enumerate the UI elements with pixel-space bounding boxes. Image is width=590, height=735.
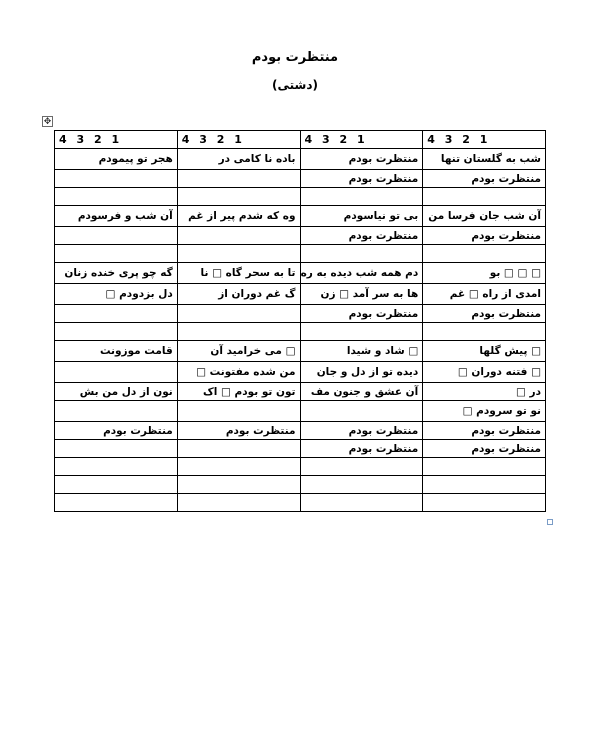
table-cell[interactable] xyxy=(423,188,546,206)
table-row xyxy=(55,341,546,362)
table-cell[interactable]: منتظرت بودم xyxy=(423,170,546,188)
table-cell[interactable]: ها به سر آمد □ زن xyxy=(300,284,423,305)
table-cell[interactable] xyxy=(300,458,423,476)
table-row xyxy=(55,494,546,512)
table-cell[interactable] xyxy=(55,227,178,245)
table-cell[interactable]: گه چو پری خنده زنان xyxy=(55,263,178,284)
table-cell[interactable] xyxy=(55,323,178,341)
table-cell[interactable]: □ پیش گلها xyxy=(423,341,546,362)
table-cell[interactable]: منتظرت بودم xyxy=(423,440,546,458)
table-cell[interactable]: وه که شدم پیر از غم xyxy=(177,206,300,227)
table-cell[interactable] xyxy=(55,476,178,494)
table-cell[interactable] xyxy=(55,494,178,512)
table-cell[interactable]: دیده تو از دل و جان xyxy=(300,362,423,383)
table-cell[interactable]: دل بزدودم □ xyxy=(55,284,178,305)
table-cell[interactable]: تون تو بودم □ اک xyxy=(177,383,300,401)
table-cell[interactable]: منتظرت بودم xyxy=(300,305,423,323)
table-cell[interactable]: تا به سحر گاه □ نا xyxy=(177,263,300,284)
table-cell[interactable] xyxy=(423,323,546,341)
table-cell[interactable]: گ غم دوران از xyxy=(177,284,300,305)
table-cell[interactable]: □ می خرامید آن xyxy=(177,341,300,362)
table-cell[interactable] xyxy=(423,476,546,494)
header-row xyxy=(55,131,546,149)
table-cell[interactable] xyxy=(55,458,178,476)
table-row xyxy=(55,263,546,284)
poem-table xyxy=(54,130,546,512)
table-cell[interactable] xyxy=(177,440,300,458)
table-cell[interactable] xyxy=(177,494,300,512)
table-row xyxy=(55,422,546,440)
table-cell[interactable] xyxy=(177,227,300,245)
table-cell[interactable] xyxy=(423,494,546,512)
table-cell[interactable] xyxy=(55,170,178,188)
table-cell[interactable]: □ شاد و شیدا xyxy=(300,341,423,362)
table-cell[interactable]: دم همه شب دیده به ره xyxy=(300,263,423,284)
table-cell[interactable]: □ فتنه دوران □ xyxy=(423,362,546,383)
table-cell[interactable]: قامت موزونت xyxy=(55,341,178,362)
table-row xyxy=(55,170,546,188)
header-cell: 4 3 2 1 xyxy=(423,131,546,149)
table-cell[interactable] xyxy=(177,458,300,476)
table-cell[interactable] xyxy=(423,458,546,476)
table-row xyxy=(55,227,546,245)
table-move-handle-icon[interactable]: ✥ xyxy=(43,117,52,127)
table-cell[interactable]: منتظرت بودم xyxy=(300,227,423,245)
table-cell[interactable]: نون از دل من بش xyxy=(55,383,178,401)
table-cell[interactable]: منتظرت بودم xyxy=(423,422,546,440)
table-row xyxy=(55,245,546,263)
table-cell[interactable]: بی تو نیاسودم xyxy=(300,206,423,227)
table-cell[interactable] xyxy=(300,401,423,422)
table-cell[interactable]: منتظرت بودم xyxy=(300,440,423,458)
header-cell: 4 3 2 1 xyxy=(177,131,300,149)
table-cell[interactable]: در □ xyxy=(423,383,546,401)
table-row xyxy=(55,188,546,206)
table-cell[interactable]: منتظرت بودم xyxy=(300,149,423,170)
table-cell[interactable] xyxy=(423,245,546,263)
table-cell[interactable]: نو تو سرودم □ xyxy=(423,401,546,422)
table-row xyxy=(55,206,546,227)
table-row xyxy=(55,440,546,458)
table-cell[interactable]: من شده مفتونت □ xyxy=(177,362,300,383)
table-row xyxy=(55,362,546,383)
table-cell[interactable]: منتظرت بودم xyxy=(300,170,423,188)
table-cell[interactable] xyxy=(55,362,178,383)
table-row xyxy=(55,323,546,341)
table-cell[interactable]: منتظرت بودم xyxy=(177,422,300,440)
table-cell[interactable]: شب به گلستان تنها xyxy=(423,149,546,170)
table-cell[interactable] xyxy=(300,476,423,494)
table-cell[interactable]: آن عشق و جنون مف xyxy=(300,383,423,401)
header-cell: 4 3 2 1 xyxy=(55,131,178,149)
table-cell[interactable]: امدی از راه □ غم xyxy=(423,284,546,305)
table-cell[interactable] xyxy=(177,323,300,341)
table-row xyxy=(55,149,546,170)
table-row xyxy=(55,476,546,494)
table-cell[interactable] xyxy=(177,170,300,188)
table-cell[interactable]: منتظرت بودم xyxy=(423,305,546,323)
table-cell[interactable] xyxy=(177,245,300,263)
table-row xyxy=(55,383,546,401)
table-cell[interactable] xyxy=(300,245,423,263)
table-cell[interactable]: آن شب جان فرسا من xyxy=(423,206,546,227)
table-cell[interactable] xyxy=(55,245,178,263)
table-row xyxy=(55,401,546,422)
table-cell[interactable] xyxy=(177,401,300,422)
table-cell[interactable]: منتظرت بودم xyxy=(300,422,423,440)
table-cell[interactable] xyxy=(177,476,300,494)
table-row xyxy=(55,458,546,476)
table-cell[interactable]: هجر تو پیمودم xyxy=(55,149,178,170)
table-cell[interactable] xyxy=(300,188,423,206)
table-cell[interactable]: آن شب و فرسودم xyxy=(55,206,178,227)
table-row xyxy=(55,305,546,323)
table-cell[interactable] xyxy=(300,323,423,341)
table-cell[interactable] xyxy=(55,305,178,323)
table-cell[interactable] xyxy=(300,494,423,512)
page-subtitle: (دشتی) xyxy=(272,78,318,92)
page-title: منتظرت بودم xyxy=(251,50,339,65)
table-cell[interactable]: □ □ □ بو xyxy=(423,263,546,284)
header-cell: 4 3 2 1 xyxy=(300,131,423,149)
table-row xyxy=(55,284,546,305)
table-cell[interactable] xyxy=(177,305,300,323)
table-cell[interactable] xyxy=(55,401,178,422)
table-resize-handle[interactable] xyxy=(547,519,553,525)
table-cell[interactable] xyxy=(55,188,178,206)
table-cell[interactable] xyxy=(177,188,300,206)
table-cell[interactable]: منتظرت بودم xyxy=(55,422,178,440)
table-cell[interactable]: باده نا کامی در xyxy=(177,149,300,170)
table-cell[interactable] xyxy=(55,440,178,458)
table-cell[interactable]: منتظرت بودم xyxy=(423,227,546,245)
